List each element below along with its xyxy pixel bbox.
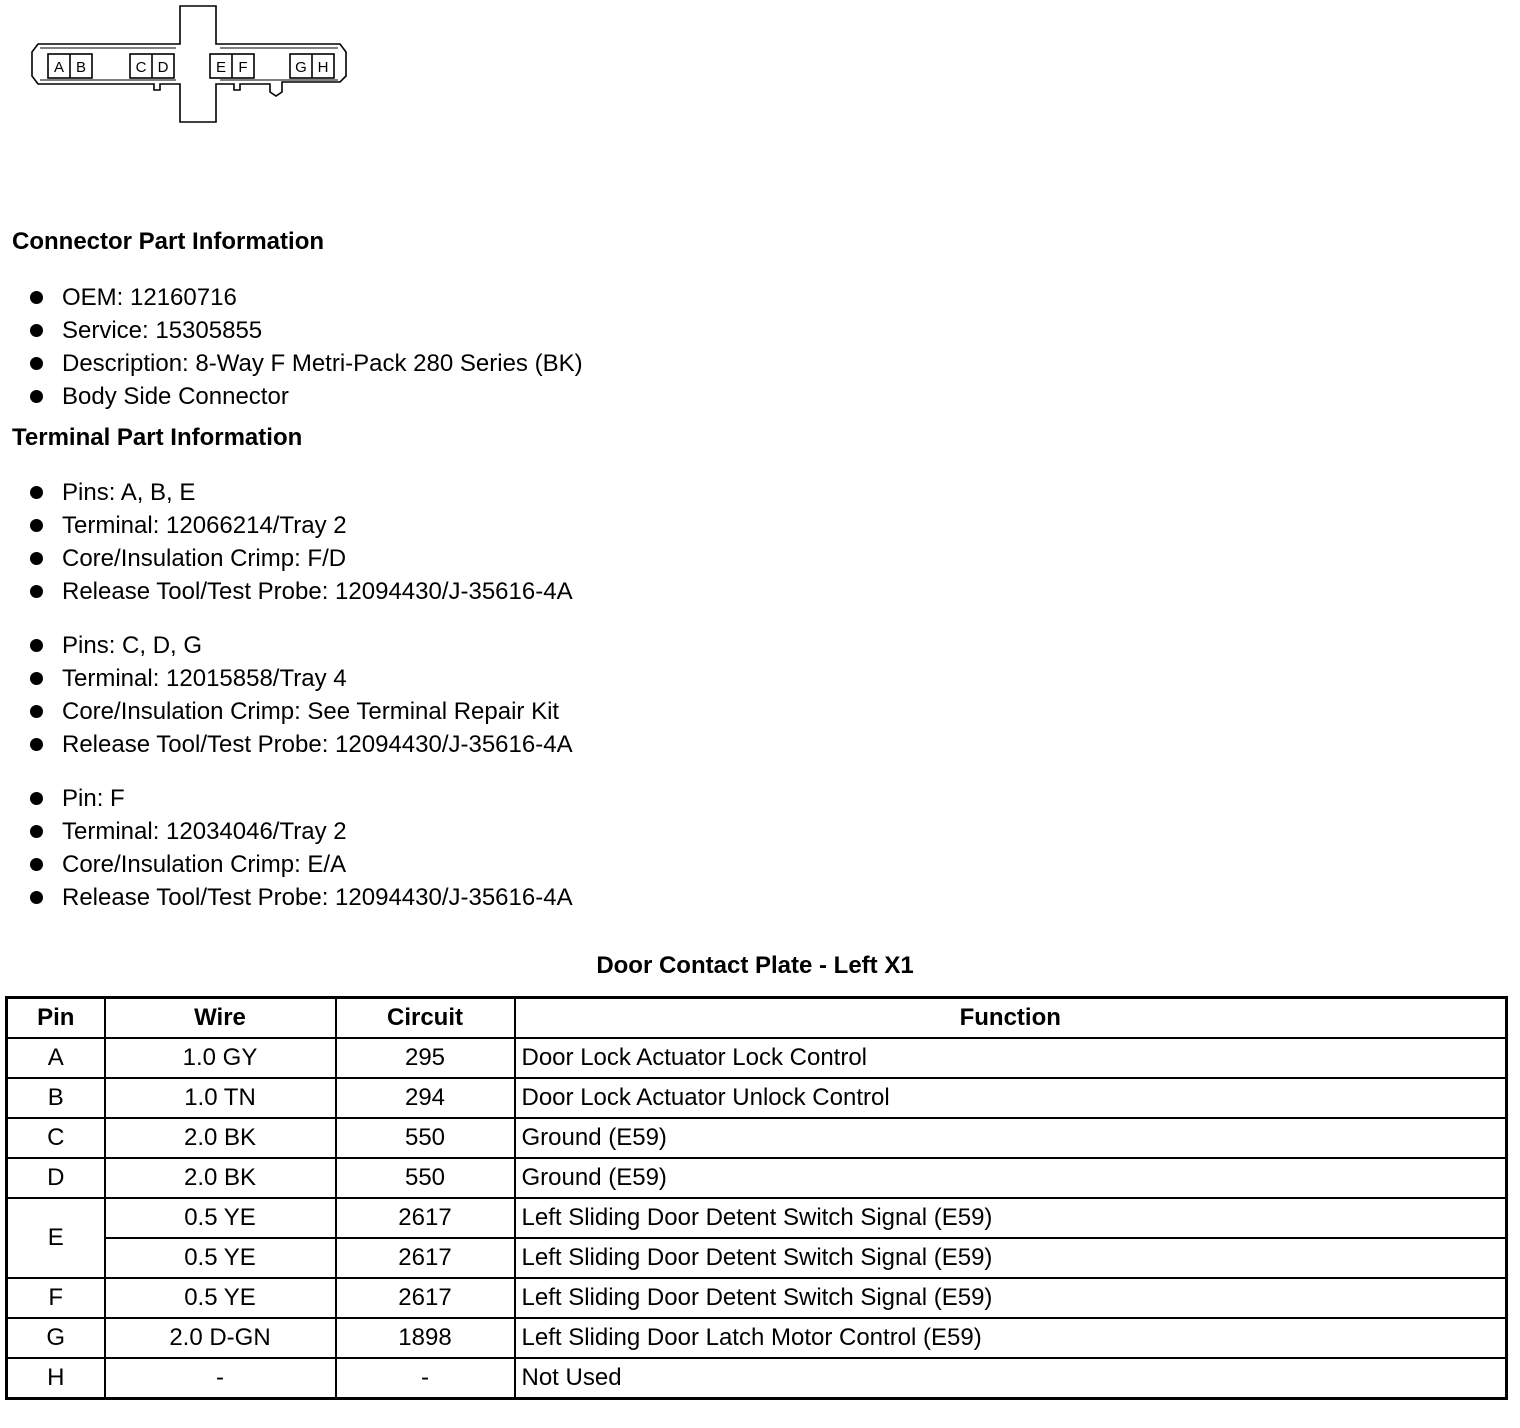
terminal-group-3 [28,782,573,914]
terminal-group-2 [28,629,573,761]
table-header-row [7,998,1507,1039]
pin-cell: C [7,1118,105,1158]
table-row [7,1278,1507,1318]
connector-info-heading: Connector Part Information [12,228,325,255]
wire-cell: 2.0 BK [105,1118,336,1158]
circuit-cell: 1898 [336,1318,515,1358]
list-item: Body Side Connector [28,380,583,413]
table-title: Door Contact Plate - Left X1 [596,952,914,979]
list-item: Release Tool/Test Probe: 12094430/J-35616-4A [28,728,573,761]
circuit-cell: 550 [336,1158,515,1198]
table-row [7,1358,1507,1399]
list-item: Service: 15305855 [28,314,583,347]
list-item: Core/Insulation Crimp: E/A [28,848,573,881]
table-row [7,1038,1507,1078]
list-item: OEM: 12160716 [28,281,583,314]
pin-label: B [75,59,87,76]
circuit-cell: 2617 [336,1198,515,1238]
table-row [7,1078,1507,1118]
list-item: Pins: C, D, G [28,629,573,662]
wire-cell: 0.5 YE [105,1278,336,1318]
connector-face-diagram [20,0,370,130]
function-cell: Left Sliding Door Detent Switch Signal (E59) [515,1198,1507,1238]
circuit-cell: 2617 [336,1238,515,1278]
pin-label: D [157,59,169,76]
column-header-wire: Wire [105,998,336,1039]
circuit-cell: 2617 [336,1278,515,1318]
list-item: Description: 8-Way F Metri-Pack 280 Series (BK) [28,347,583,380]
circuit-cell: 295 [336,1038,515,1078]
list-item: Core/Insulation Crimp: See Terminal Repair Kit [28,695,573,728]
function-cell: Door Lock Actuator Lock Control [515,1038,1507,1078]
pin-label: F [238,59,248,76]
table-row [7,1158,1507,1198]
list-item: Pins: A, B, E [28,476,573,509]
list-item: Pin: F [28,782,573,815]
function-cell: Ground (E59) [515,1118,1507,1158]
table-row [7,1198,1507,1238]
circuit-cell: - [336,1358,515,1399]
pin-cell: B [7,1078,105,1118]
column-header-function: Function [515,998,1507,1039]
pin-cell: H [7,1358,105,1399]
pinout-table [5,996,1508,1400]
terminal-info-heading: Terminal Part Information [12,424,303,451]
table-row [7,1118,1507,1158]
connector-info-list [28,281,583,413]
table-row [7,1318,1507,1358]
function-cell: Ground (E59) [515,1158,1507,1198]
list-item: Terminal: 12034046/Tray 2 [28,815,573,848]
circuit-cell: 294 [336,1078,515,1118]
function-cell: Left Sliding Door Latch Motor Control (E59) [515,1318,1507,1358]
list-item: Release Tool/Test Probe: 12094430/J-35616-4A [28,881,573,914]
list-item: Release Tool/Test Probe: 12094430/J-35616-4A [28,575,573,608]
function-cell: Left Sliding Door Detent Switch Signal (E59) [515,1278,1507,1318]
wire-cell: 2.0 BK [105,1158,336,1198]
pin-label: G [295,59,307,76]
pin-cell: E [7,1198,105,1278]
pin-cell: G [7,1318,105,1358]
pin-label: E [215,59,227,76]
wire-cell: 0.5 YE [105,1198,336,1238]
wire-cell: - [105,1358,336,1399]
wire-cell: 1.0 TN [105,1078,336,1118]
table-row [7,1238,1507,1278]
function-cell: Door Lock Actuator Unlock Control [515,1078,1507,1118]
terminal-group-1 [28,476,573,608]
column-header-circuit: Circuit [336,998,515,1039]
column-header-pin: Pin [7,998,105,1039]
list-item: Terminal: 12015858/Tray 4 [28,662,573,695]
circuit-cell: 550 [336,1118,515,1158]
pin-label: C [135,59,147,76]
wire-cell: 1.0 GY [105,1038,336,1078]
pin-label: H [317,59,329,76]
pin-cell: D [7,1158,105,1198]
pin-cell: A [7,1038,105,1078]
wire-cell: 2.0 D-GN [105,1318,336,1358]
pin-cell: F [7,1278,105,1318]
list-item: Terminal: 12066214/Tray 2 [28,509,573,542]
list-item: Core/Insulation Crimp: F/D [28,542,573,575]
pin-label: A [53,59,65,76]
function-cell: Not Used [515,1358,1507,1399]
function-cell: Left Sliding Door Detent Switch Signal (E59) [515,1238,1507,1278]
wire-cell: 0.5 YE [105,1238,336,1278]
